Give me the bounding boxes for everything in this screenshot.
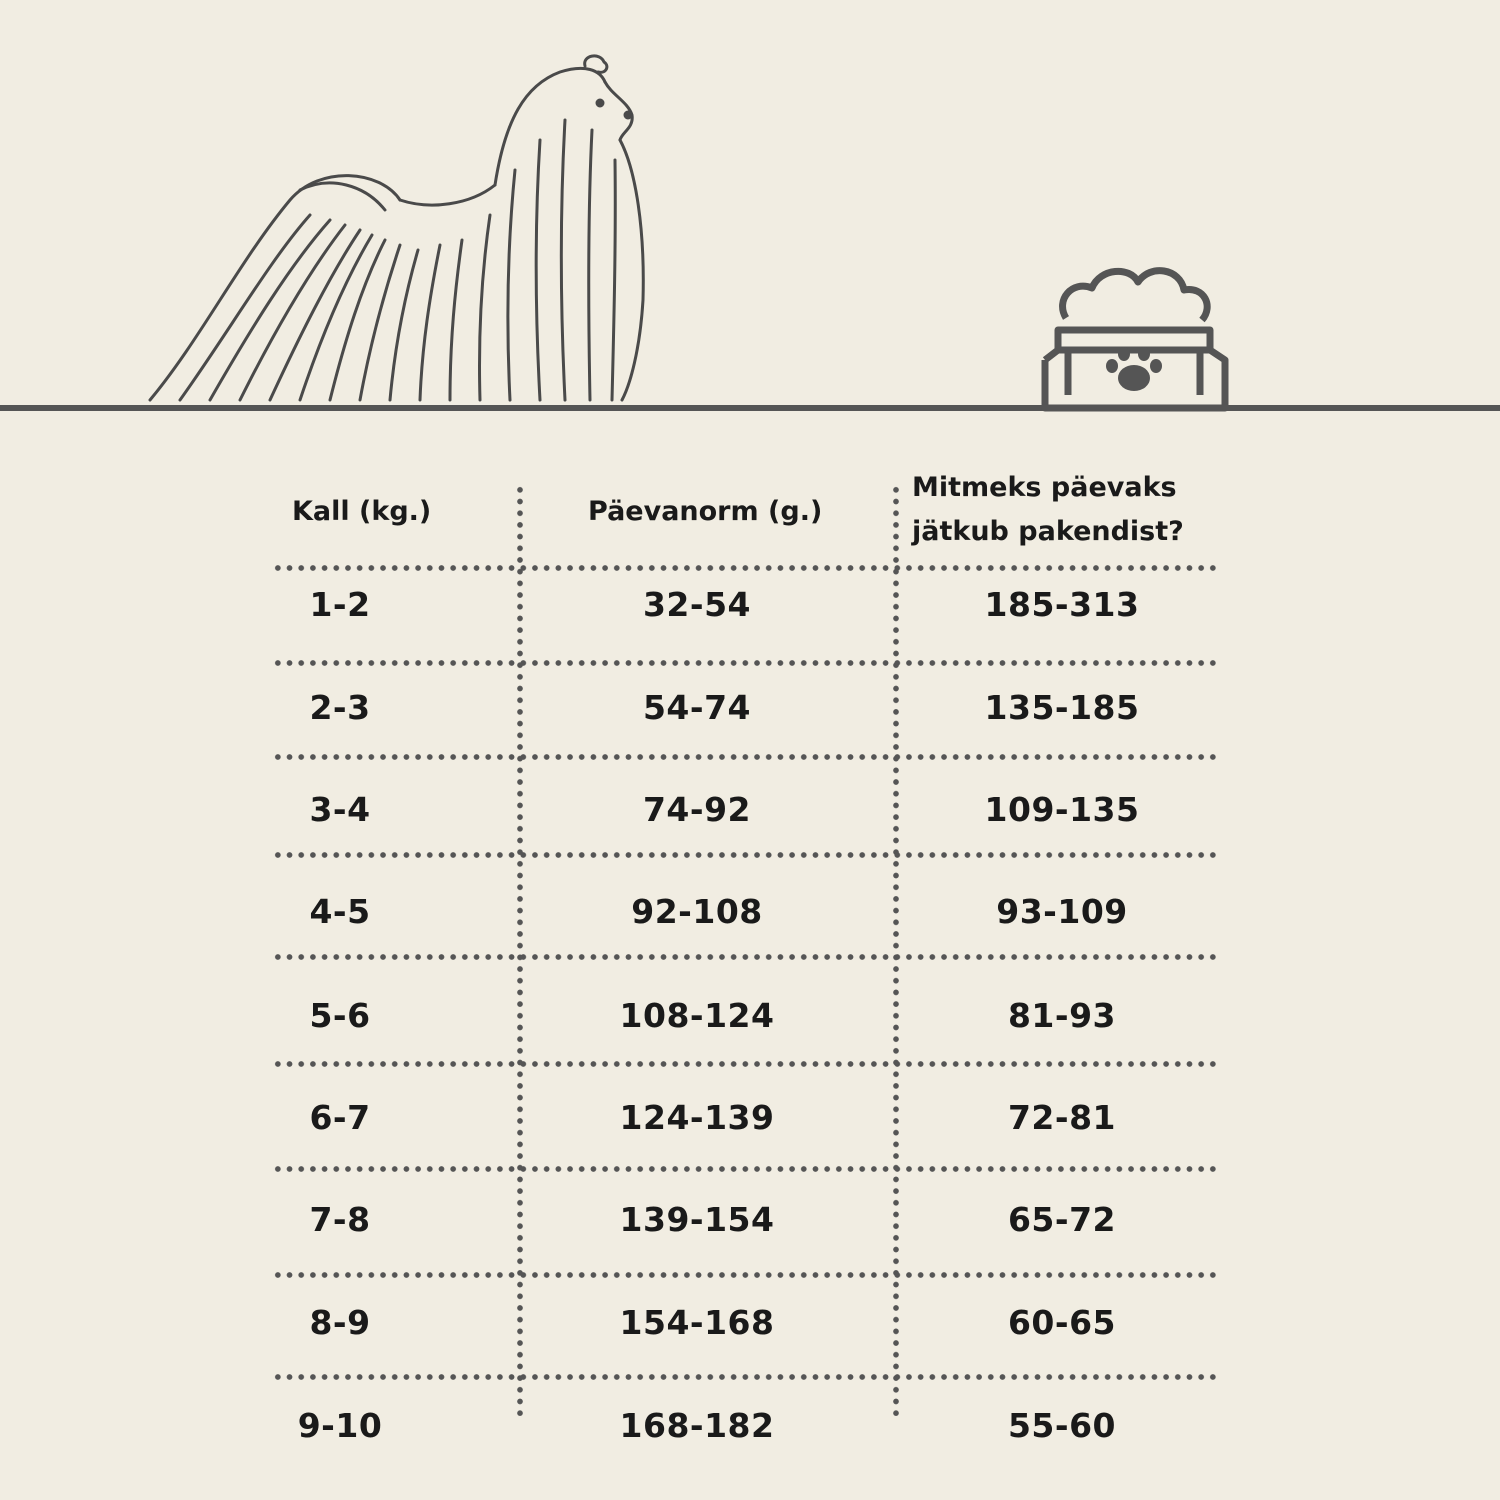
header-days-supply: Mitmeks päevaks jätkub pakendist? bbox=[912, 472, 1184, 547]
cell-weight: 3-4 bbox=[309, 790, 371, 829]
cell-days-supply: 81-93 bbox=[1007, 996, 1117, 1035]
row-divider bbox=[272, 754, 1220, 760]
cell-weight: 9-10 bbox=[297, 1406, 383, 1445]
cell-days-supply: 72-81 bbox=[1007, 1098, 1117, 1137]
cell-daily-norm: 154-168 bbox=[619, 1303, 775, 1342]
cell-weight: 7-8 bbox=[309, 1200, 371, 1239]
cell-daily-norm: 32-54 bbox=[642, 585, 752, 624]
row-divider bbox=[272, 1166, 1220, 1172]
cell-weight: 5-6 bbox=[309, 996, 371, 1035]
cell-weight: 6-7 bbox=[309, 1098, 371, 1137]
cell-daily-norm: 168-182 bbox=[619, 1406, 775, 1445]
cell-days-supply: 93-109 bbox=[996, 892, 1128, 931]
cell-weight: 8-9 bbox=[309, 1303, 371, 1342]
row-divider bbox=[272, 1374, 1220, 1380]
cell-weight: 1-2 bbox=[309, 585, 371, 624]
cell-days-supply: 135-185 bbox=[984, 688, 1140, 727]
row-divider bbox=[272, 954, 1220, 960]
cell-daily-norm: 74-92 bbox=[642, 790, 752, 829]
header-weight: Kall (kg.) bbox=[292, 496, 432, 527]
cell-days-supply: 65-72 bbox=[1007, 1200, 1117, 1239]
cell-days-supply: 55-60 bbox=[1007, 1406, 1117, 1445]
paw-icon bbox=[1106, 347, 1162, 391]
ground-line bbox=[0, 405, 1500, 411]
header-illustration bbox=[0, 0, 1500, 430]
cell-weight: 2-3 bbox=[309, 688, 371, 727]
row-divider bbox=[272, 565, 1220, 571]
row-divider bbox=[272, 852, 1220, 858]
cell-daily-norm: 54-74 bbox=[642, 688, 752, 727]
cell-days-supply: 185-313 bbox=[984, 585, 1140, 624]
cell-daily-norm: 139-154 bbox=[619, 1200, 775, 1239]
cell-weight: 4-5 bbox=[309, 892, 371, 931]
cell-days-supply: 60-65 bbox=[1007, 1303, 1117, 1342]
dog-illustration bbox=[150, 56, 643, 400]
cell-daily-norm: 124-139 bbox=[619, 1098, 775, 1137]
cell-days-supply: 109-135 bbox=[984, 790, 1140, 829]
row-divider bbox=[272, 1272, 1220, 1278]
cell-daily-norm: 108-124 bbox=[619, 996, 775, 1035]
header-daily-norm: Päevanorm (g.) bbox=[588, 496, 823, 527]
row-divider bbox=[272, 660, 1220, 666]
row-divider bbox=[272, 1061, 1220, 1067]
cell-daily-norm: 92-108 bbox=[631, 892, 763, 931]
